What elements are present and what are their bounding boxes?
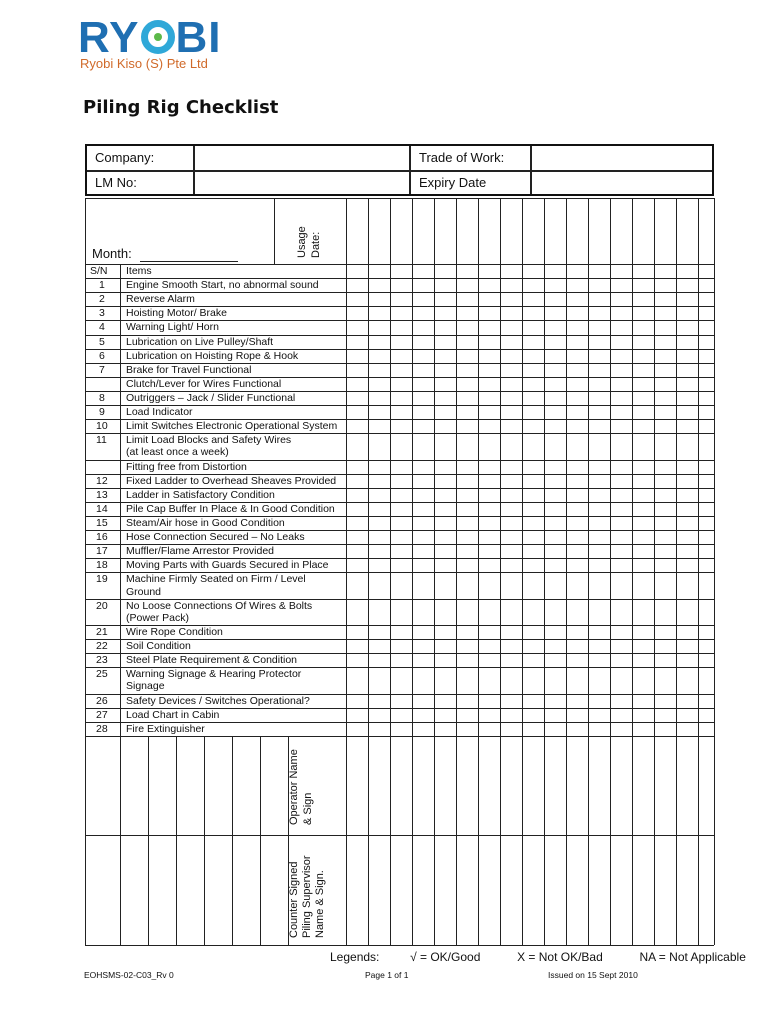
company-label: Company: (95, 150, 155, 165)
item-label: Safety Devices / Switches Operational? (126, 694, 310, 707)
item-sn: 10 (96, 420, 108, 433)
day-col-divider (434, 198, 435, 945)
item-sn: 16 (96, 531, 108, 543)
item-label: Hose Connection Secured – No Leaks (126, 531, 305, 543)
item-sn: 26 (96, 694, 108, 707)
expiry-field[interactable] (532, 171, 712, 194)
item-label: Fire Extinguisher (126, 722, 205, 735)
day-col-divider (632, 198, 633, 945)
item-sn: 9 (99, 406, 105, 418)
item-sn: 7 (99, 363, 105, 376)
grid-border (85, 198, 714, 199)
item-label: Lubrication on Hoisting Rope & Hook (126, 349, 299, 362)
items-header: Items (126, 265, 152, 277)
page-number: Page 1 of 1 (365, 970, 409, 980)
item-label: Wire Rope Condition (126, 625, 223, 638)
item-sn: 12 (96, 474, 108, 487)
sig-row-divider (85, 835, 714, 836)
day-col-divider (610, 198, 611, 945)
operator-label: & Sign (302, 792, 314, 825)
item-label: Ladder in Satisfactory Condition (126, 488, 275, 501)
issued-date: Issued on 15 Sept 2010 (548, 970, 638, 980)
item-label: Warning Signage & Hearing Protector (126, 668, 302, 681)
item-sn: 20 (96, 599, 108, 612)
sig-col-divider (120, 736, 121, 945)
item-label: Warning Light/ Horn (126, 321, 219, 334)
item-label: (at least once a week) (126, 446, 229, 459)
item-label: Machine Firmly Seated on Firm / Level (126, 573, 306, 586)
item-sn: 11 (96, 434, 107, 447)
usage-divider (274, 198, 275, 264)
item-label: Fixed Ladder to Overhead Sheaves Provided (126, 474, 337, 487)
item-label: Engine Smooth Start, no abnormal sound (126, 279, 319, 292)
item-label: Muffler/Flame Arrestor Provided (126, 545, 275, 558)
counter-label: Piling Supervisor (301, 855, 313, 938)
lm-field[interactable] (195, 171, 409, 194)
item-sn: 17 (96, 545, 108, 558)
sig-col-divider (232, 736, 233, 945)
item-label: Soil Condition (126, 640, 191, 652)
sig-col-divider (148, 736, 149, 945)
day-col-divider (478, 198, 479, 945)
item-label: Clutch/Lever for Wires Functional (126, 377, 282, 390)
item-sn: 6 (99, 349, 105, 362)
item-sn: 13 (96, 488, 108, 501)
item-sn: 4 (99, 321, 105, 334)
day-col-divider (698, 198, 699, 945)
legend-bad: X = Not OK/Bad (517, 950, 603, 964)
ryobi-logo: RY BI (78, 13, 222, 62)
item-sn: 23 (96, 654, 108, 667)
item-label: Limit Switches Electronic Operational System (126, 420, 338, 433)
item-sn: 8 (99, 391, 105, 404)
day-col-divider (456, 198, 457, 945)
day-col-divider (522, 198, 523, 945)
item-label: (Power Pack) (126, 611, 190, 624)
sn-header: S/N (90, 265, 108, 277)
item-label: Steel Plate Requirement & Condition (126, 654, 298, 667)
item-sn: 25 (96, 668, 108, 681)
item-sn: 28 (96, 722, 108, 735)
item-sn: 15 (96, 516, 108, 529)
day-col-divider (544, 198, 545, 945)
item-label: Signage (126, 680, 165, 693)
item-sn: 27 (96, 708, 108, 721)
sig-col-divider (204, 736, 205, 945)
header-info-table (85, 144, 714, 196)
company-name: Ryobi Kiso (S) Pte Ltd (80, 56, 208, 71)
day-col-divider (654, 198, 655, 945)
item-sn: 19 (96, 573, 108, 586)
item-label: Fitting free from Distortion (126, 460, 247, 473)
item-sn: 2 (99, 293, 105, 306)
row-divider (85, 264, 714, 265)
item-label: Limit Load Blocks and Safety Wires (126, 434, 292, 447)
trade-label: Trade of Work: (419, 150, 505, 165)
sig-col-divider (260, 736, 261, 945)
item-label: Ground (126, 585, 162, 598)
logo-ring-icon (141, 20, 175, 54)
item-sn: 3 (99, 307, 105, 320)
item-sn: 21 (96, 625, 108, 638)
day-col-divider (412, 198, 413, 945)
sig-col-divider (346, 736, 347, 945)
day-col-divider (566, 198, 567, 945)
item-sn: 22 (96, 640, 108, 652)
lm-label: LM No: (95, 175, 137, 190)
item-sn: 14 (96, 502, 108, 515)
day-col-divider (368, 198, 369, 945)
item-label: Load Chart in Cabin (126, 708, 220, 721)
counter-label: Counter Signed (288, 861, 300, 938)
operator-label: Operator Name (288, 749, 300, 825)
day-col-divider (714, 198, 715, 945)
item-label: Reverse Alarm (126, 293, 195, 306)
day-col-divider (588, 198, 589, 945)
page-title: Piling Rig Checklist (83, 97, 279, 118)
doc-code: EOHSMS-02-C03_Rv 0 (84, 970, 174, 980)
month-underline (140, 261, 238, 262)
legend-na: NA = Not Applicable (639, 950, 746, 964)
month-label: Month: (92, 246, 132, 261)
item-label: Outriggers – Jack / Slider Functional (126, 391, 296, 404)
legend (330, 950, 746, 964)
counter-label: Name & Sign. (314, 870, 326, 938)
sig-col-divider (176, 736, 177, 945)
grid-border (85, 945, 714, 946)
item-label: Lubrication on Live Pulley/Shaft (126, 335, 274, 348)
sn-col-divider (120, 264, 121, 736)
item-label: Brake for Travel Functional (126, 363, 252, 376)
day-col-divider (390, 198, 391, 945)
day-col-divider (500, 198, 501, 945)
item-label: Steam/Air hose in Good Condition (126, 516, 285, 529)
item-sn: 5 (99, 335, 105, 348)
item-label: No Loose Connections Of Wires & Bolts (126, 599, 313, 612)
row-divider (85, 736, 714, 737)
item-label: Hoisting Motor/ Brake (126, 307, 227, 320)
item-label: Moving Parts with Guards Secured in Place (126, 559, 329, 572)
item-sn: 1 (99, 279, 105, 292)
company-field[interactable] (195, 146, 409, 170)
item-label: Pile Cap Buffer In Place & In Good Condition (126, 502, 335, 515)
usage-label: Usage (296, 226, 308, 258)
item-sn: 18 (96, 559, 108, 572)
trade-field[interactable] (532, 146, 712, 170)
item-label: Load Indicator (126, 406, 193, 418)
legend-ok: √ = OK/Good (410, 950, 481, 964)
expiry-label: Expiry Date (419, 175, 487, 190)
legend-label: Legends: (330, 950, 380, 964)
usage-label: Date: (310, 231, 322, 258)
day-col-divider (676, 198, 677, 945)
